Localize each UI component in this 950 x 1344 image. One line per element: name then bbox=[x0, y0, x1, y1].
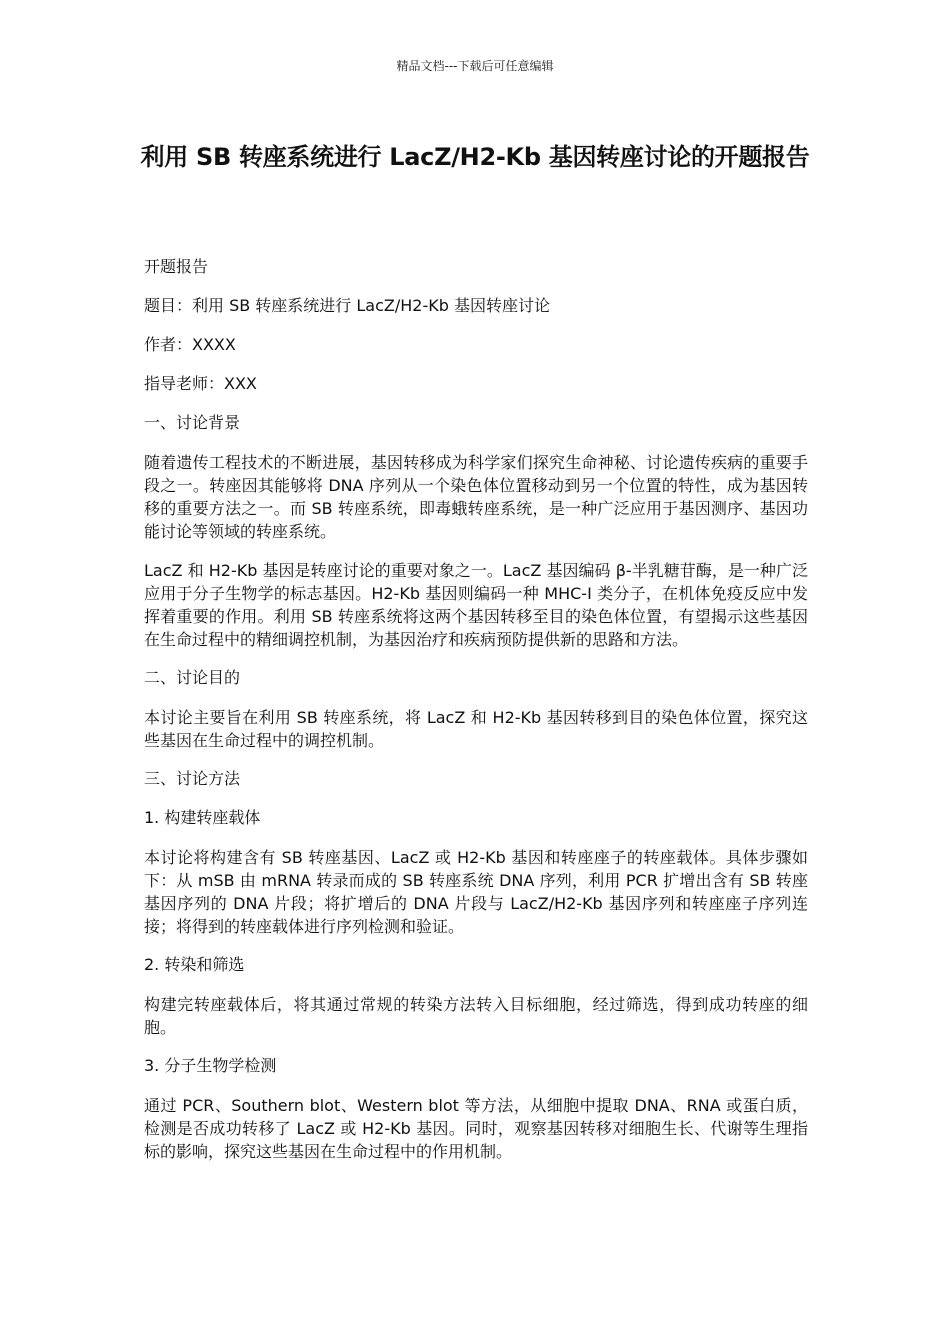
section-heading-background: 一、讨论背景 bbox=[144, 413, 241, 432]
paragraph-transfection: 构建完转座载体后，将其通过常规的转染方法转入目标细胞，经过筛选，得到成功转座的细胞。 bbox=[144, 995, 808, 1037]
paragraph-background-2: LacZ 和 H2-Kb 基因是转座讨论的重要对象之一。LacZ 基因编码 β-半乳糖苷酶，是一种广泛应用于分子生物学的标志基因。H2-Kb 基因则编码一种 MHC-I 类分子，在机体免疫反应中发挥着重要的作用。利用 SB 转座系统将这两个基因转移至目的染色体位置，有望揭示这些基因在生命过程中的精细调控机制，为基因治疗和疾病预防提供新的思路和方法。 bbox=[144, 561, 808, 649]
paragraph-background-1: 随着遗传工程技术的不断进展，基因转移成为科学家们探究生命神秘、讨论遗传疾病的重要手段之一。转座因其能够将 DNA 序列从一个染色体位置移动到另一个位置的特性，成为基因转移的重要方法之一。而 SB 转座系统，即毒蛾转座系统，是一种广泛应用于基因测序、基因功能讨论等领域的转座系统。 bbox=[144, 453, 808, 541]
paragraph-vector: 本讨论将构建含有 SB 转座基因、LacZ 或 H2-Kb 基因和转座座子的转座载体。具体步骤如下：从 mSB 由 mRNA 转录而成的 SB 转座系统 DNA 序列，利用 PCR 扩增出含有 SB 转座基因序列的 DNA 片段；将扩增后的 DNA 片段与 LacZ/H2-Kb 基因序列和转座座子序列连接；将得到的转座载体进行序列检测和验证。 bbox=[144, 848, 808, 936]
subheading-vector: 1. 构建转座载体 bbox=[144, 808, 261, 827]
paragraph-purpose: 本讨论主要旨在利用 SB 转座系统，将 LacZ 和 H2-Kb 基因转移到目的染色体位置，探究这些基因在生命过程中的调控机制。 bbox=[144, 708, 808, 750]
document-body bbox=[144, 256, 808, 1179]
advisor-line: 指导老师：XXX bbox=[144, 374, 257, 393]
author-line: 作者：XXXX bbox=[144, 335, 236, 354]
header-note: 精品文档---下载后可任意编辑 bbox=[396, 59, 554, 73]
section-heading-methods: 三、讨论方法 bbox=[144, 769, 241, 788]
section-heading-purpose: 二、讨论目的 bbox=[144, 668, 241, 687]
topic-line: 题目：利用 SB 转座系统进行 LacZ/H2-Kb 基因转座讨论 bbox=[144, 296, 550, 315]
subheading-detection: 3. 分子生物学检测 bbox=[144, 1056, 277, 1075]
subheading-transfection: 2. 转染和筛选 bbox=[144, 955, 245, 974]
paragraph-detection: 通过 PCR、Southern blot、Western blot 等方法，从细胞中提取 DNA、RNA 或蛋白质，检测是否成功转移了 LacZ 或 H2-Kb 基因。同时，观察基因转移对细胞生长、代谢等生理指标的影响，探究这些基因在生命过程中的作用机制。 bbox=[144, 1096, 808, 1161]
document-title: 利用 SB 转座系统进行 LacZ/H2-Kb 基因转座讨论的开题报告 bbox=[140, 143, 810, 171]
section-label-report: 开题报告 bbox=[144, 257, 209, 276]
